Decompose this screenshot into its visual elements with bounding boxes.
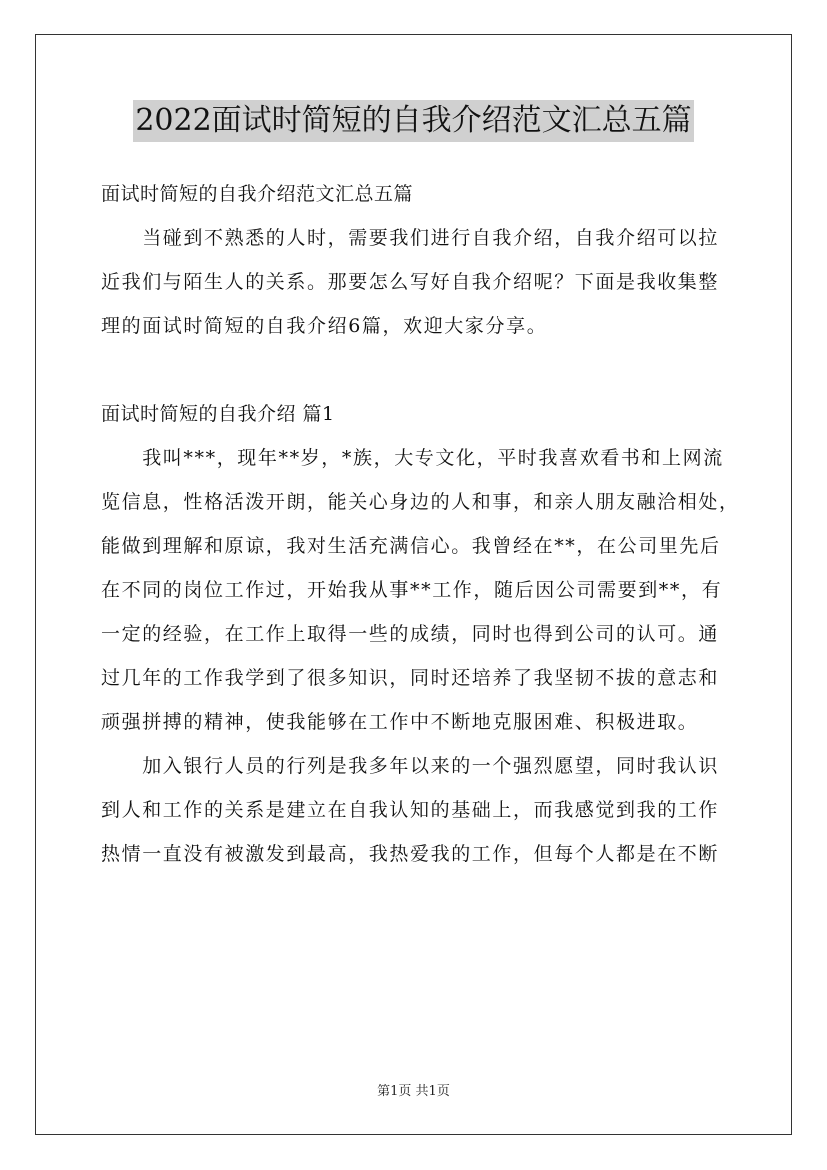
paragraph-line: 顽强拼搏的精神，使我能够在工作中不断地克服困难、积极进取。 [101, 711, 699, 733]
paragraph-line: 我叫***，现年**岁，*族，大专文化，平时我喜欢看书和上网流 [101, 447, 724, 469]
paragraph-2 [101, 744, 727, 876]
subtitle: 面试时简短的自我介绍范文汇总五篇 [101, 183, 414, 205]
intro-line: 近我们与陌生人的关系。那要怎么写好自我介绍呢？下面是我收集整 [101, 271, 720, 293]
paragraph-line: 过几年的工作我学到了很多知识，同时还培养了我坚韧不拔的意志和 [101, 667, 720, 689]
section-heading: 面试时简短的自我介绍 篇1 [101, 403, 335, 425]
paragraph-line: 览信息，性格活泼开朗，能关心身边的人和事，和亲人朋友融洽相处， [101, 491, 740, 513]
intro-line: 理的面试时简短的自我介绍6篇，欢迎大家分享。 [101, 315, 548, 337]
paragraph-line: 在不同的岗位工作过，开始我从事**工作，随后因公司需要到**，有 [101, 579, 723, 601]
paragraph-line: 热情一直没有被激发到最高，我热爱我的工作，但每个人都是在不断 [101, 843, 720, 865]
page-footer: 第1页 共1页 [377, 1084, 450, 1099]
paragraph-line: 一定的经验，在工作上取得一些的成绩，同时也得到公司的认可。通 [101, 623, 720, 645]
paragraph-line: 能做到理解和原谅，我对生活充满信心。我曾经在**，在公司里先后 [101, 535, 721, 557]
document-body [101, 172, 740, 876]
intro-line: 当碰到不熟悉的人时，需要我们进行自我介绍，自我介绍可以拉 [101, 227, 720, 249]
paragraph-1 [101, 436, 740, 744]
document-title-text: 2022面试时简短的自我介绍范文汇总五篇 [133, 100, 693, 142]
intro-paragraph [101, 216, 727, 348]
paragraph-line: 到人和工作的关系是建立在自我认知的基础上，而我感觉到我的工作 [101, 799, 720, 821]
document-title [0, 100, 827, 142]
blank-line [101, 348, 727, 392]
paragraph-line: 加入银行人员的行列是我多年以来的一个强烈愿望，同时我认识 [101, 755, 720, 777]
